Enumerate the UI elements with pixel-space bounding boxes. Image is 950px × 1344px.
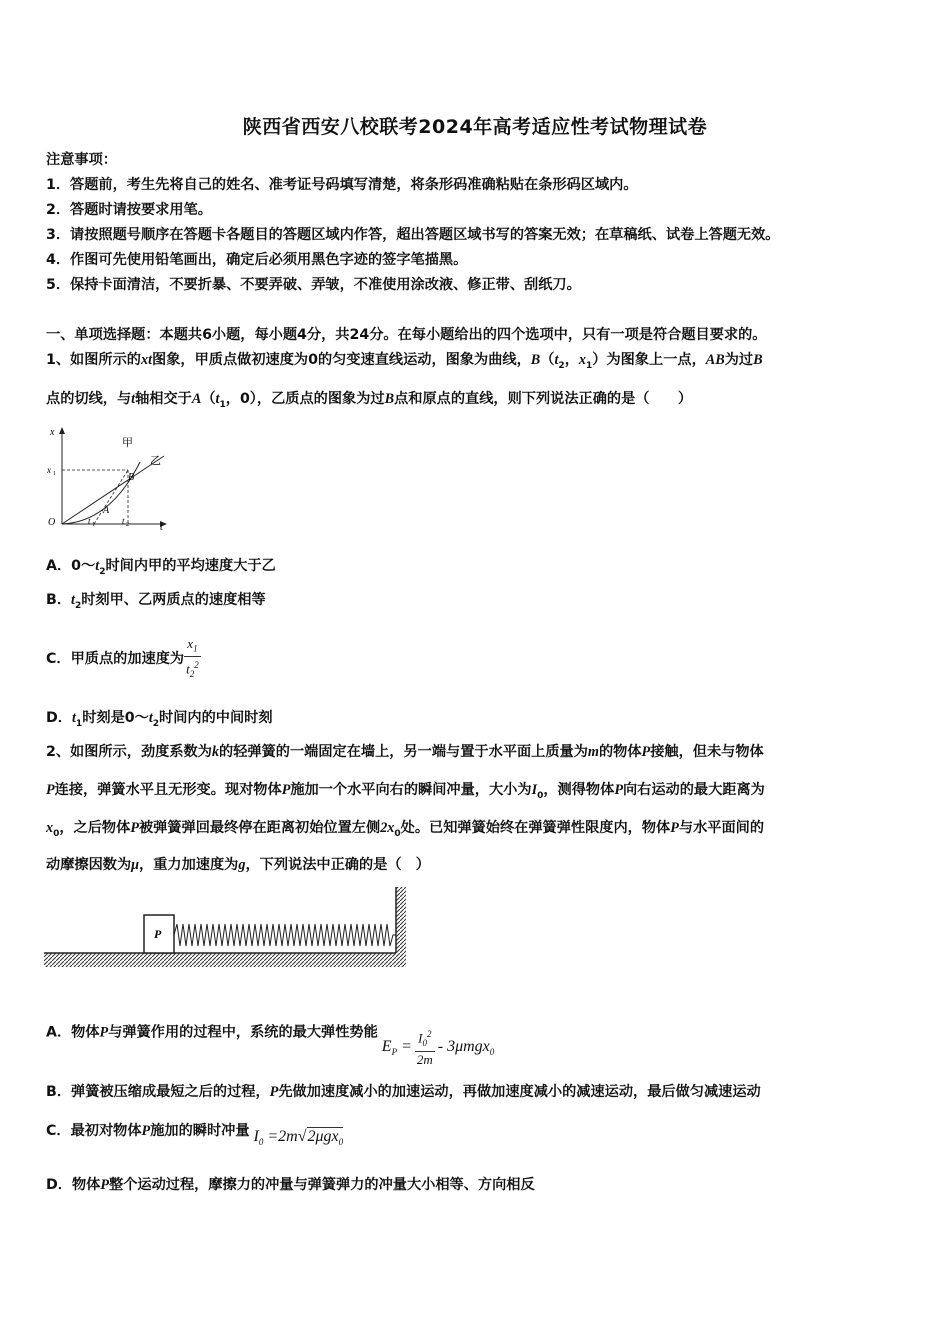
q2-a-formula: $E_P$ = $\frac{I_0^2}{2m}$ - 3μmgx$_0$ [382,1038,494,1055]
section-heading: 一、单项选择题：本题共6小题，每小题4分，共24分。在每小题给出的四个选项中，只有一项是符合题目要求的。 [46,327,767,343]
q1-option-a[interactable]: A．$0\sim t_2$时间内甲的平均速度大于乙 [46,558,276,577]
q1-y-axis-label: x [50,427,55,438]
q2-stem-line4: 动摩擦因数为μ，重力加速度为g，下列说法中正确的是（ ） [46,857,430,873]
q2-stem-line2: P连接，弹簧水平且无形变。现对物体P施加一个水平向右的瞬间冲量，大小为$I_0$，测得物体P向右运动的最大距离为 [46,782,765,801]
q1-origin-label: O [48,517,56,528]
q1-x1-sub: 1 [53,471,56,477]
q1-stem-line1: 1、如图所示的xt图象，甲质点做初速度为0的匀变速直线运动，图象为曲线，$B(t_2$，$x_1$）为图象上一点，AB为过B [46,352,763,371]
q1-point-a: A [103,505,110,516]
q2-c-formula: $I_0 =2m√2\mu gx_0$ [253,1128,344,1148]
q2-spring-figure [44,885,410,973]
q2-block-label: P [154,927,162,941]
q1-t1-sub: 1 [92,522,95,528]
q2-option-c[interactable]: C．最初对物体P施加的瞬时冲量 $I_0 =2m√2\mu gx_0$ [46,1123,344,1148]
notice-item-5: 5．保持卡面清洁，不要折暴、不要弄破、弄皱，不准使用涂改液、修正带、刮纸刀。 [46,277,581,293]
notice-item-4: 4．作图可先使用铅笔画出，确定后必须用黑色字迹的签字笔描黑。 [46,252,468,268]
notice-heading: 注意事项： [46,152,117,168]
q2-wall-hatch [396,887,406,967]
page-title: 陕西省西安八校联考2024年高考适应性考试物理试卷 [242,116,708,138]
notice-item-3: 3．请按照题号顺序在答题卡各题目的答题区域内作答，超出答题区域书写的答案无效；在草稿纸、试卷上答题无效。 [46,227,780,243]
q2-option-b[interactable]: B．弹簧被压缩成最短之后的过程，P先做加速度减小的加速运动，再做加速度减小的减速运动，最后做匀减速运动 [46,1084,761,1100]
q1-option-d[interactable]: D．$t_1$时刻是$0\sim t_2$时间内的中间时刻 [46,710,273,729]
notice-item-1: 1．答题前，考生先将自己的姓名、准考证号码填写清楚，将条形码准确粘贴在条形码区域内。 [46,177,638,193]
q1-t2-sub: 2 [126,522,129,528]
q1-x-axis-label: t [160,522,163,533]
q1-y-axis-arrow [59,427,65,434]
notice-item-2: 2．答题时请按要求用笔。 [46,202,212,218]
q1-x1-label: x [47,465,51,475]
q1-stem-line2: 点的切线，与t轴相交于$A(t_1$，0），乙质点的图象为过B点和原点的直线，则下列说法正确的是（ ） [46,391,693,410]
q1-c-fraction: $\frac{x_1}{t_2^2}$ [186,635,199,680]
q1-xt-graph [40,420,180,535]
q2-stem-line3: $x_0$，之后物体P被弹簧弹回最终停在距离初始位置左侧$2x_0$处。已知弹簧始终在弹簧弹性限度内，物体P与水平面间的 [46,820,765,839]
q2-option-d[interactable]: D．物体P整个运动过程，摩擦力的冲量与弹簧弹力的冲量大小相等、方向相反 [46,1177,535,1193]
q1-option-c[interactable]: C．甲质点的加速度为 $\frac{x_1}{t_2^2}$ [46,632,201,686]
q1-line-yi [62,456,164,524]
q1-label-jia: 甲 [122,437,133,449]
q2-spring [174,924,396,946]
q1-label-yi: 乙 [150,455,161,467]
q1-t1-label: t [88,516,91,526]
q1-t2-label: t [122,516,125,526]
q2-option-a[interactable]: A．物体P与弹簧作用的过程中，系统的最大弹性势能$E_P$ = $\frac{I_0^2}{2m}$ - 3μmgx$_0$ [46,1024,495,1067]
q1-point-b: B [128,472,135,483]
q2-stem-line1: 2、如图所示，劲度系数为k的轻弹簧的一端固定在墙上，另一端与置于水平面上质量为m的物体P接触，但未与物体 [46,744,764,760]
q1-option-b[interactable]: B．$t_2$时刻甲、乙两质点的速度相等 [46,592,266,611]
q2-ground-hatch [44,953,404,967]
